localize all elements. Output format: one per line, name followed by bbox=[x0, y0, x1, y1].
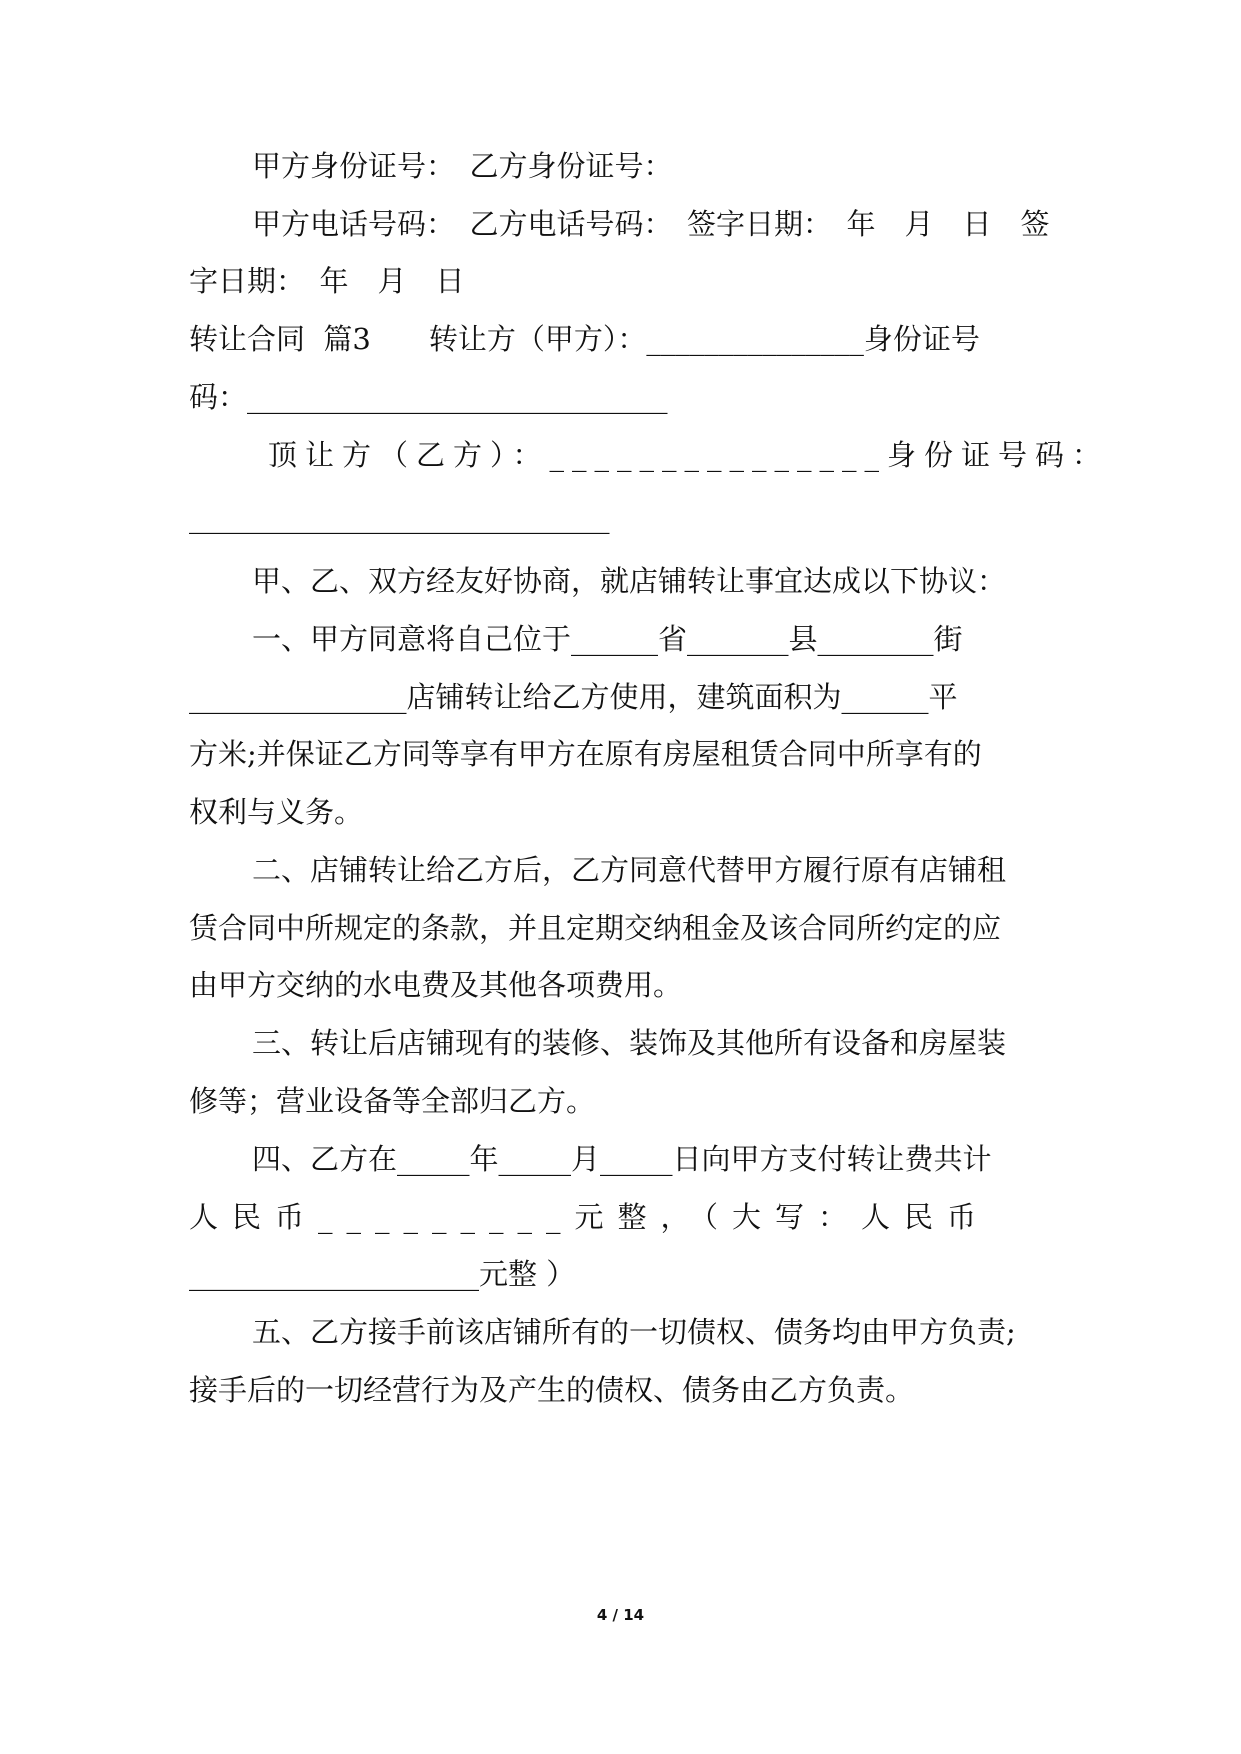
clause-3-line: 三、转让后店铺现有的装修、装饰及其他所有设备和房屋装 bbox=[252, 1026, 1007, 1060]
text-line: 码：_____________________________ bbox=[189, 380, 668, 414]
text-line: 顶让方（乙方）：_______________身份证号码： bbox=[268, 438, 1110, 472]
page-indicator: 4 / 14 bbox=[596, 1606, 645, 1624]
clause-4-line: 人民币_________元整，（大写：人民币 bbox=[189, 1200, 991, 1234]
clause-1-line: 方米;并保证乙方同等享有甲方在原有房屋租赁合同中所享有的 bbox=[189, 737, 982, 771]
clause-1-line: _______________店铺转让给乙方使用，建筑面积为______平 bbox=[189, 680, 958, 714]
text-line: 甲方电话号码： 乙方电话号码： 签字日期： 年 月 日 签 bbox=[252, 207, 1050, 241]
clause-3-line: 修等；营业设备等全部归乙方。 bbox=[189, 1084, 596, 1118]
clause-5-line: 五、乙方接手前该店铺所有的一切债权、债务均由甲方负责; bbox=[252, 1315, 1016, 1349]
clause-5-line: 接手后的一切经营行为及产生的债权、债务由乙方负责。 bbox=[189, 1373, 915, 1407]
text-line: 字日期： 年 月 日 bbox=[189, 264, 465, 298]
clause-4-line: ____________________元整 ） bbox=[189, 1257, 576, 1291]
clause-2-line: 二、店铺转让给乙方后，乙方同意代替甲方履行原有店铺租 bbox=[252, 853, 1007, 887]
section-heading-line: 转让合同 篇3 转让方（甲方）：_______________身份证号 bbox=[189, 322, 980, 356]
text-line: 甲方身份证号： 乙方身份证号： bbox=[252, 149, 673, 183]
clause-2-line: 由甲方交纳的水电费及其他各项费用。 bbox=[189, 968, 683, 1002]
clause-4-line: 四、乙方在_____年_____月_____日向甲方支付转让费共计 bbox=[252, 1142, 992, 1176]
clause-1-line: 一、甲方同意将自己位于______省_______县________街 bbox=[252, 622, 963, 656]
clause-2-line: 赁合同中所规定的条款，并且定期交纳租金及该合同所约定的应 bbox=[189, 911, 1002, 945]
text-line: _____________________________ bbox=[189, 500, 610, 534]
clause-1-line: 权利与义务。 bbox=[189, 795, 364, 829]
text-line: 甲、乙、双方经友好协商，就店铺转让事宜达成以下协议： bbox=[252, 564, 1007, 598]
